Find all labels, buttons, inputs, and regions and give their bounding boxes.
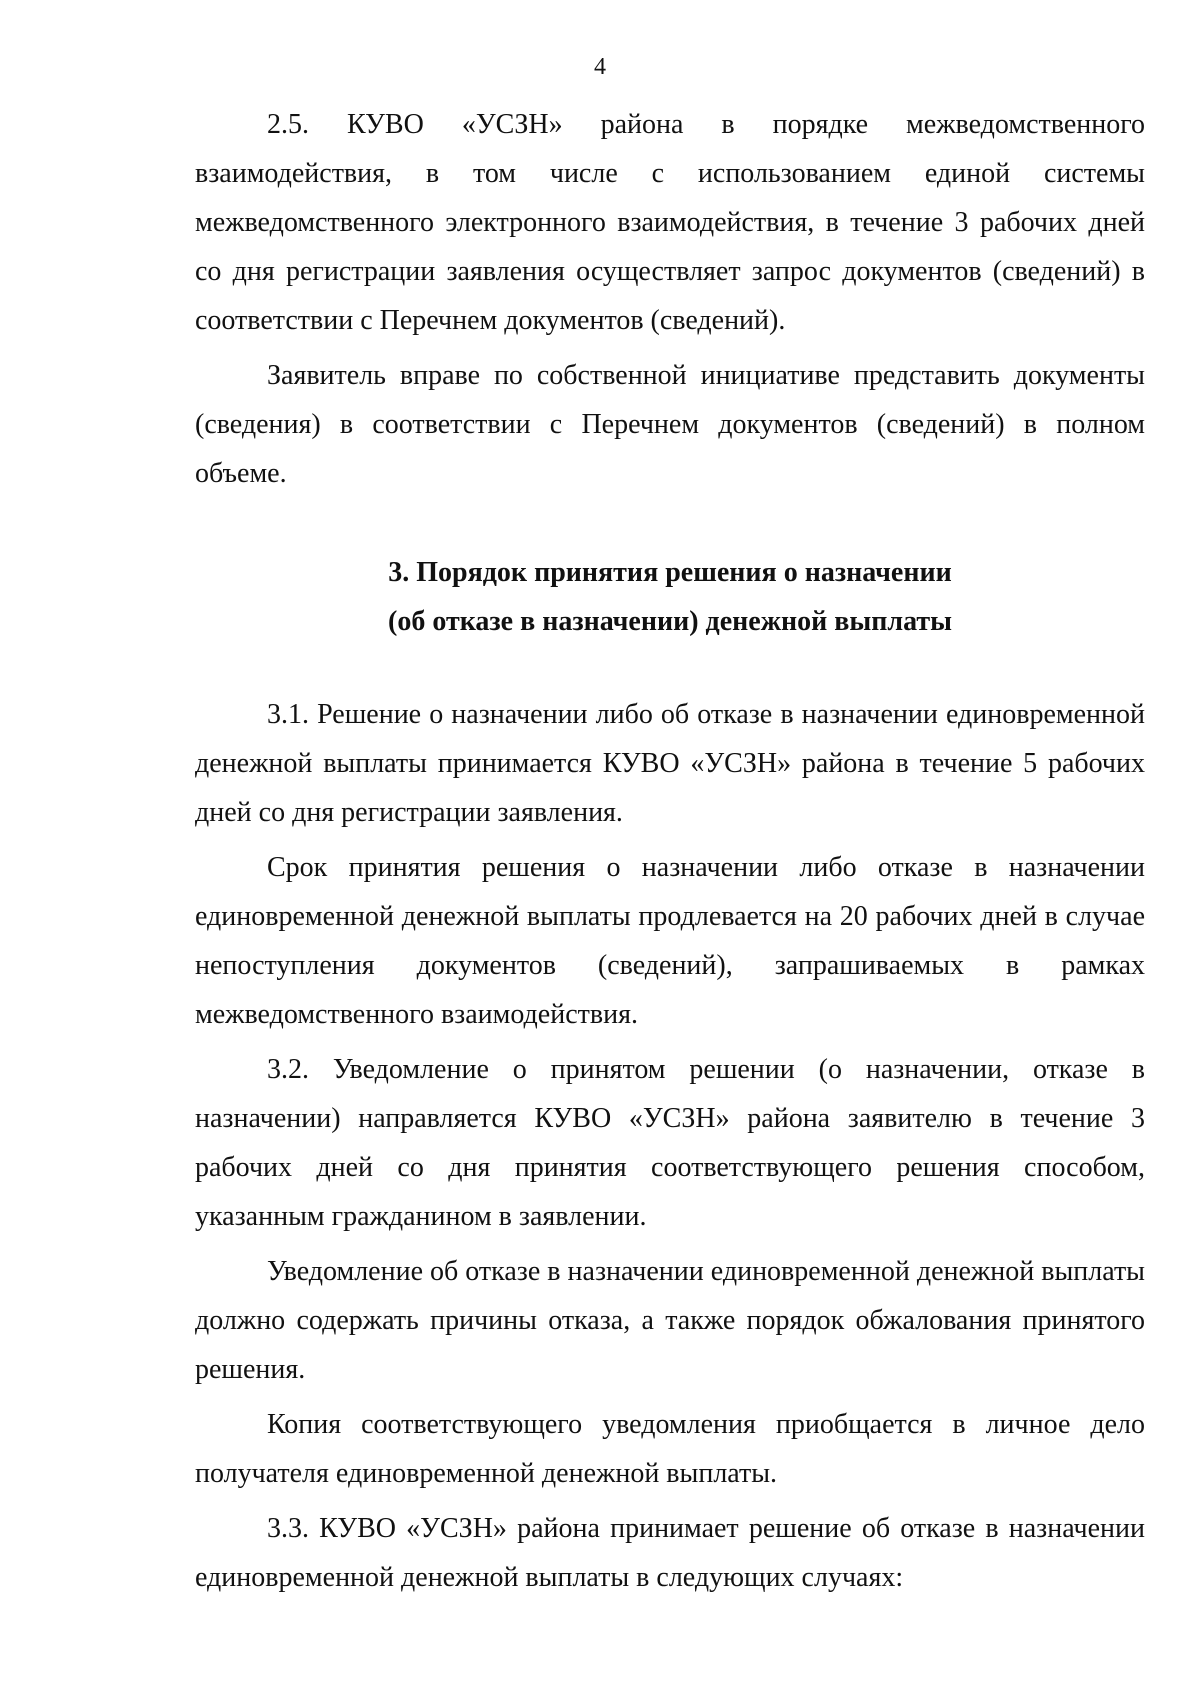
paragraph-2-5: 2.5. КУВО «УСЗН» района в порядке межведомственного взаимодействия, в том числе с использованием единой системы межведомственного электронного взаимодействия, в течение 3 рабочих дней со дня регистрации заявления осуществляет запрос документов (сведений) в соответствии с Перечнем документов (сведений). xyxy=(195,109,1145,336)
paragraph-3-2: 3.2. Уведомление о принятом решении (о назначении, отказе в назначении) направляется КУВО «УСЗН» района заявителю в течение 3 рабочих дней со дня принятия соответствующего решения способом, указанным гражданином в заявлении. xyxy=(195,1054,1145,1232)
document-body xyxy=(195,100,1145,1602)
paragraph-notice-copy: Копия соответствующего уведомления приобщается в личное дело получателя единовременной денежной выплаты. xyxy=(195,1409,1145,1489)
paragraph-3-3: 3.3. КУВО «УСЗН» района принимает решение об отказе в назначении единовременной денежной выплаты в следующих случаях: xyxy=(195,1513,1145,1593)
section-heading-line-1: 3. Порядок принятия решения о назначении xyxy=(388,557,952,588)
page-number: 4 xyxy=(594,54,606,80)
paragraph-3-1: 3.1. Решение о назначении либо об отказе в назначении единовременной денежной выплаты принимается КУВО «УСЗН» района в течение 5 рабочих дней со дня регистрации заявления. xyxy=(195,699,1145,828)
paragraph-applicant-right: Заявитель вправе по собственной инициативе представить документы (сведения) в соответствии с Перечнем документов (сведений) в полном объеме. xyxy=(195,360,1145,489)
section-heading-line-2: (об отказе в назначении) денежной выплаты xyxy=(388,606,952,637)
paragraph-term-extension: Срок принятия решения о назначении либо отказе в назначении единовременной денежной выплаты продлевается на 20 рабочих дней в случае непоступления документов (сведений), запрашиваемых в рамках межведомственного взаимодействия. xyxy=(195,852,1145,1030)
paragraph-refusal-notice: Уведомление об отказе в назначении единовременной денежной выплаты должно содержать причины отказа, а также порядок обжалования принятого решения. xyxy=(195,1256,1145,1385)
